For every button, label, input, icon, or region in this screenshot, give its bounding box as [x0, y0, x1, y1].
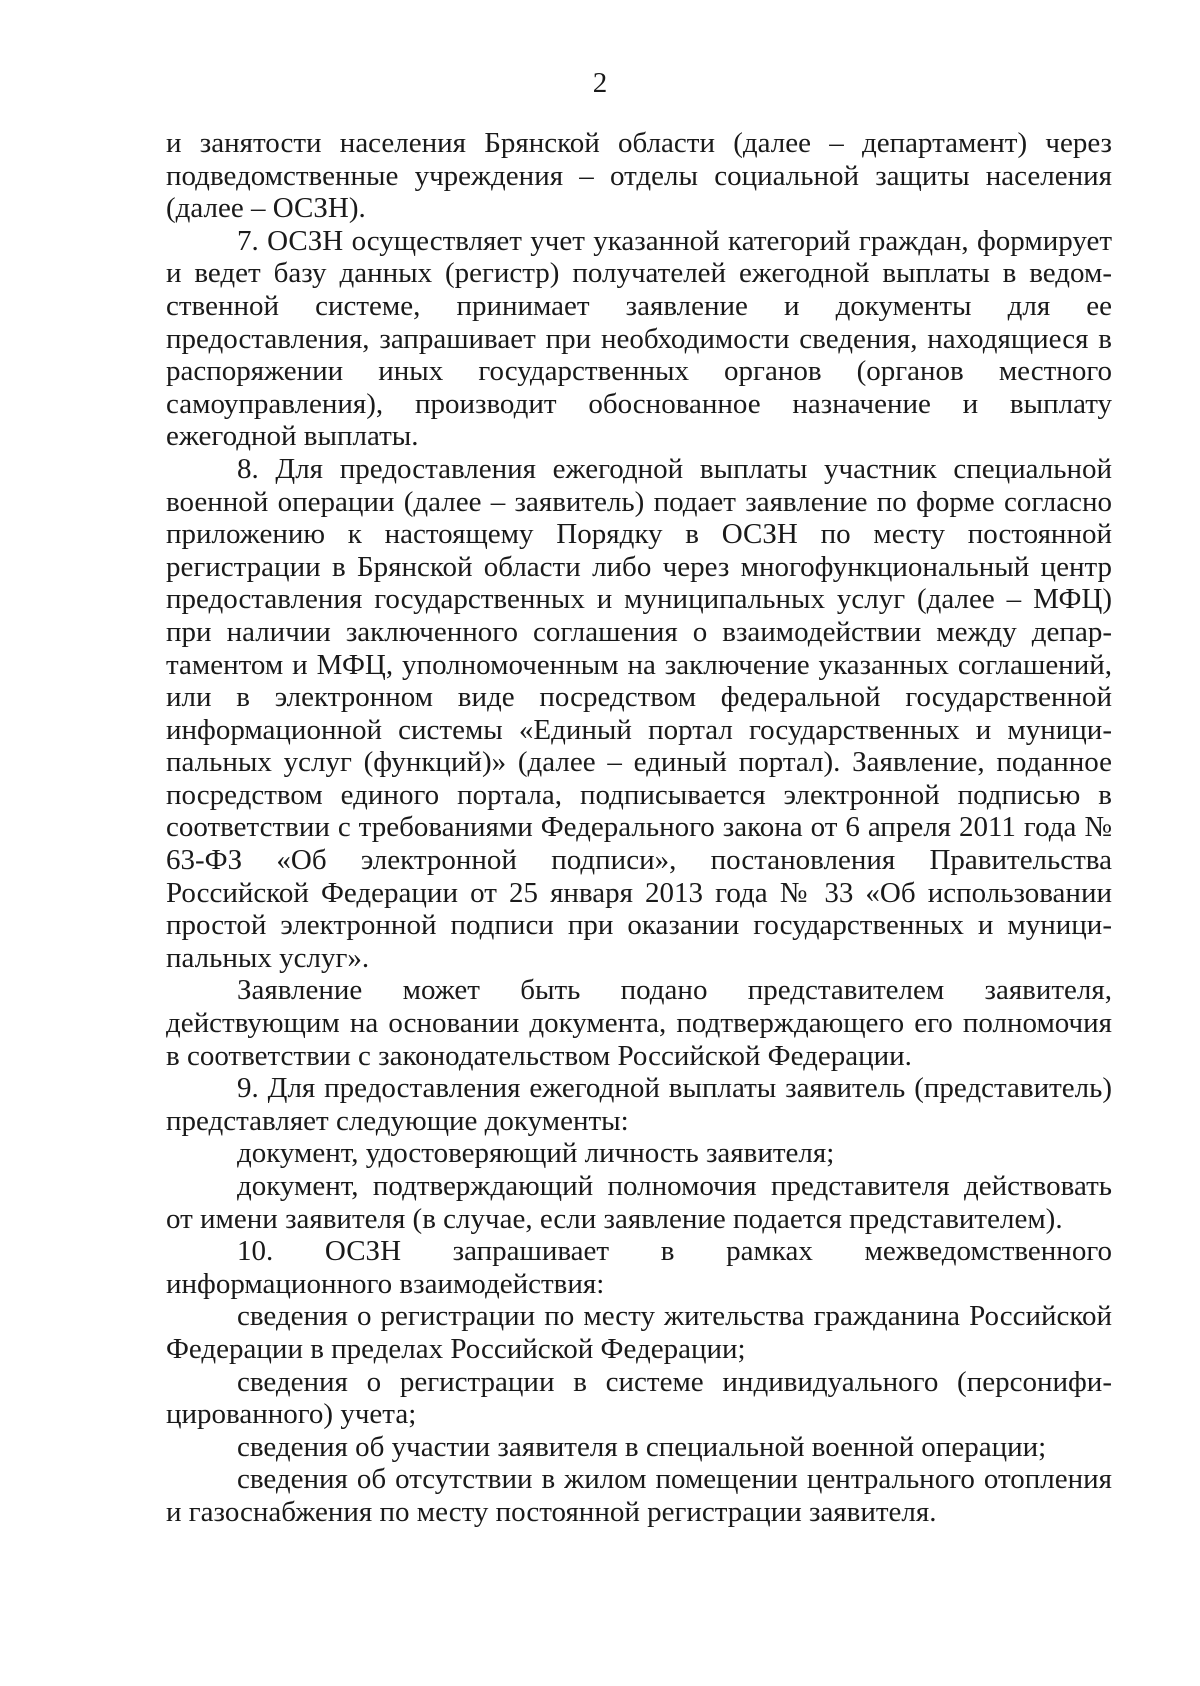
- page-number: 2: [592, 67, 608, 99]
- list-item-identity-document: документ, удостоверяющий личность заявителя;: [237, 1137, 835, 1170]
- list-item-residence-info: сведения о регистрации по месту жительства гражданина Российской Федерации в пределах Российской Федерации;: [166, 1300, 1112, 1365]
- paragraph-8: 8. Для предоставления ежегодной выплаты участник специальной военной операции (далее – заявитель) подает заявление по форме согласно приложению к настоящему Порядку в ОСЗН по месту постоянной регистрации в Брянской области либо через многофункциональный центр предоставления государственных и муниципальных услуг (далее – МФЦ) при наличии заключенного соглашения о взаимодействии между департаментом и МФЦ, уполномоченным на заключение указанных соглашений, или в электронном виде посредством федеральной государственной информационной системы «Единый портал государственных и муниципальных услуг (функций)» (далее – единый портал). Заявление, поданное посредством единого портала, подписывается электронной подписью в соответствии с требованиями Федерального закона от 6 апреля 2011 года № 63-ФЗ «Об электронной подписи», постановления Правительства Российской Федерации от 25 января 2013 года № 33 «Об использовании простой электронной подписи при оказании государственных и муниципальных услуг».: [166, 452, 1112, 974]
- list-item-military-operation-info: сведения об участии заявителя в специальной военной операции;: [237, 1430, 1047, 1463]
- paragraph-10: 10. ОСЗН запрашивает в рамках межведомственного информационного взаимодействия:: [166, 1235, 1112, 1300]
- list-item-authority-document: документ, подтверждающий полномочия представителя действовать от имени заявителя (в случае, если заявление подается представителем).: [166, 1170, 1112, 1235]
- document-body: [166, 127, 1112, 1529]
- paragraph-1-continuation: и занятости населения Брянской области (далее – департамент) через подведомственные учреждения – отделы социальной защиты населения (далее – ОСЗН).: [166, 127, 1112, 225]
- paragraph-8-representative: Заявление может быть подано представителем заявителя, действующим на основании документа, подтверждающего его полномочия в соответствии с законодательством Российской Федерации.: [166, 974, 1112, 1072]
- list-item-heating-gas-info: сведения об отсутствии в жилом помещении центрального отопления и газоснабжения по месту постоянной регистрации заявителя.: [166, 1463, 1112, 1528]
- paragraph-7: 7. ОСЗН осуществляет учет указанной категорий граждан, формирует и ведет базу данных (регистр) получателей ежегодной выплаты в ведомственной системе, принимает заявление и документы для ее предоставления, запрашивает при необходимости сведения, находящиеся в распоряжении иных государственных органов (органов местного самоуправления), производит обоснованное назначение и выплату ежегодной выплаты.: [166, 224, 1112, 453]
- list-item-personal-accounting-info: сведения о регистрации в системе индивидуального (персонифицированного) учета;: [166, 1365, 1112, 1431]
- paragraph-9: 9. Для предоставления ежегодной выплаты заявитель (представитель) представляет следующие документы:: [166, 1072, 1112, 1137]
